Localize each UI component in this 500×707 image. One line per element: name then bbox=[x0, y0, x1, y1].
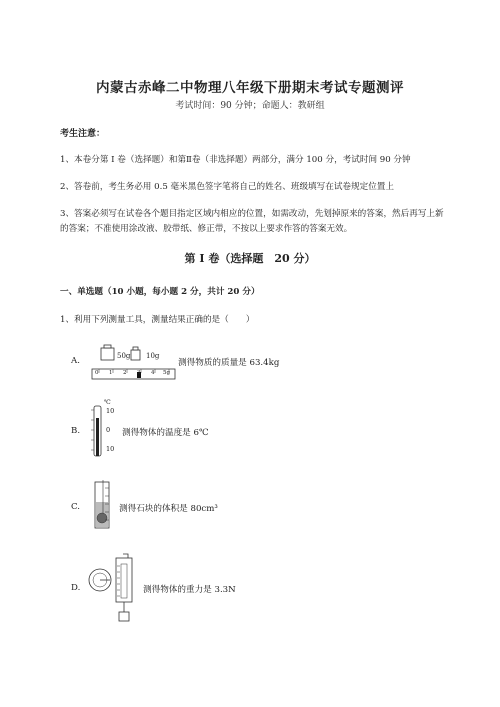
exam-meta: 考试时间：90 分钟；命题人：教研组 bbox=[175, 101, 325, 111]
spring-scale-figure bbox=[86, 552, 138, 628]
option-d-text: 测得物体的重力是 3.3N bbox=[143, 585, 236, 595]
option-d-letter[interactable]: D. bbox=[71, 583, 81, 593]
notice-item-3-cont: 的答案；不准使用涂改液、胶带纸、修正带，不按以上要求作答的答案无效。 bbox=[60, 224, 353, 234]
cylinder-figure bbox=[91, 480, 113, 534]
notice-item-3: 3、答案必须写在试卷各个题目指定区域内相应的位置，如需改动，先划掉原来的答案，然后再写上新 bbox=[60, 209, 444, 219]
notice-heading: 考生注意： bbox=[60, 129, 106, 139]
thermometer-figure bbox=[91, 400, 105, 464]
thermo-label-mid: 0 bbox=[106, 426, 111, 434]
option-a-text: 测得物质的质量是 63.4kg bbox=[178, 358, 280, 368]
option-c-letter[interactable]: C. bbox=[71, 502, 81, 512]
option-a-letter[interactable]: A. bbox=[71, 356, 80, 366]
section-subheading: 一、单选题（10 小题，每小题 2 分，共计 20 分） bbox=[60, 287, 260, 297]
weight-50g-label: 50g bbox=[117, 352, 131, 360]
scale-tick-2: 2 bbox=[123, 370, 127, 376]
thermo-label-bot: 10 bbox=[106, 445, 115, 453]
notice-item-2: 2、答卷前，考生务必用 0.5 毫米黑色签字笔将自己的姓名、班级填写在试卷规定位置上 bbox=[60, 182, 394, 192]
scale-tick-5: 5g bbox=[163, 370, 171, 376]
option-b-text: 测得物体的温度是 6℃ bbox=[122, 428, 209, 438]
thermo-label-top: 10 bbox=[106, 407, 115, 415]
option-b-letter[interactable]: B. bbox=[71, 426, 81, 436]
question-stem: 1、利用下列测量工具，测量结果正确的是（ ） bbox=[60, 315, 255, 325]
thermo-unit: ℃ bbox=[104, 399, 111, 406]
balance-figure bbox=[91, 343, 179, 387]
option-c-text: 测得石块的体积是 80cm³ bbox=[119, 504, 218, 514]
weight-10g-label: 10g bbox=[146, 352, 160, 360]
section-title: 第 I 卷（选择题 20 分） bbox=[184, 252, 316, 265]
scale-tick-4: 4 bbox=[151, 370, 155, 376]
scale-tick-0: 0 bbox=[95, 370, 99, 376]
scale-tick-1: 1 bbox=[109, 370, 113, 376]
page-title: 内蒙古赤峰二中物理八年级下册期末考试专题测评 bbox=[96, 80, 404, 96]
scale-tick-3: 3 bbox=[137, 370, 141, 376]
notice-item-1: 1、本卷分第 I 卷（选择题）和第Ⅱ卷（非选择题）两部分，满分 100 分，考试时间 90 分钟 bbox=[60, 155, 411, 165]
